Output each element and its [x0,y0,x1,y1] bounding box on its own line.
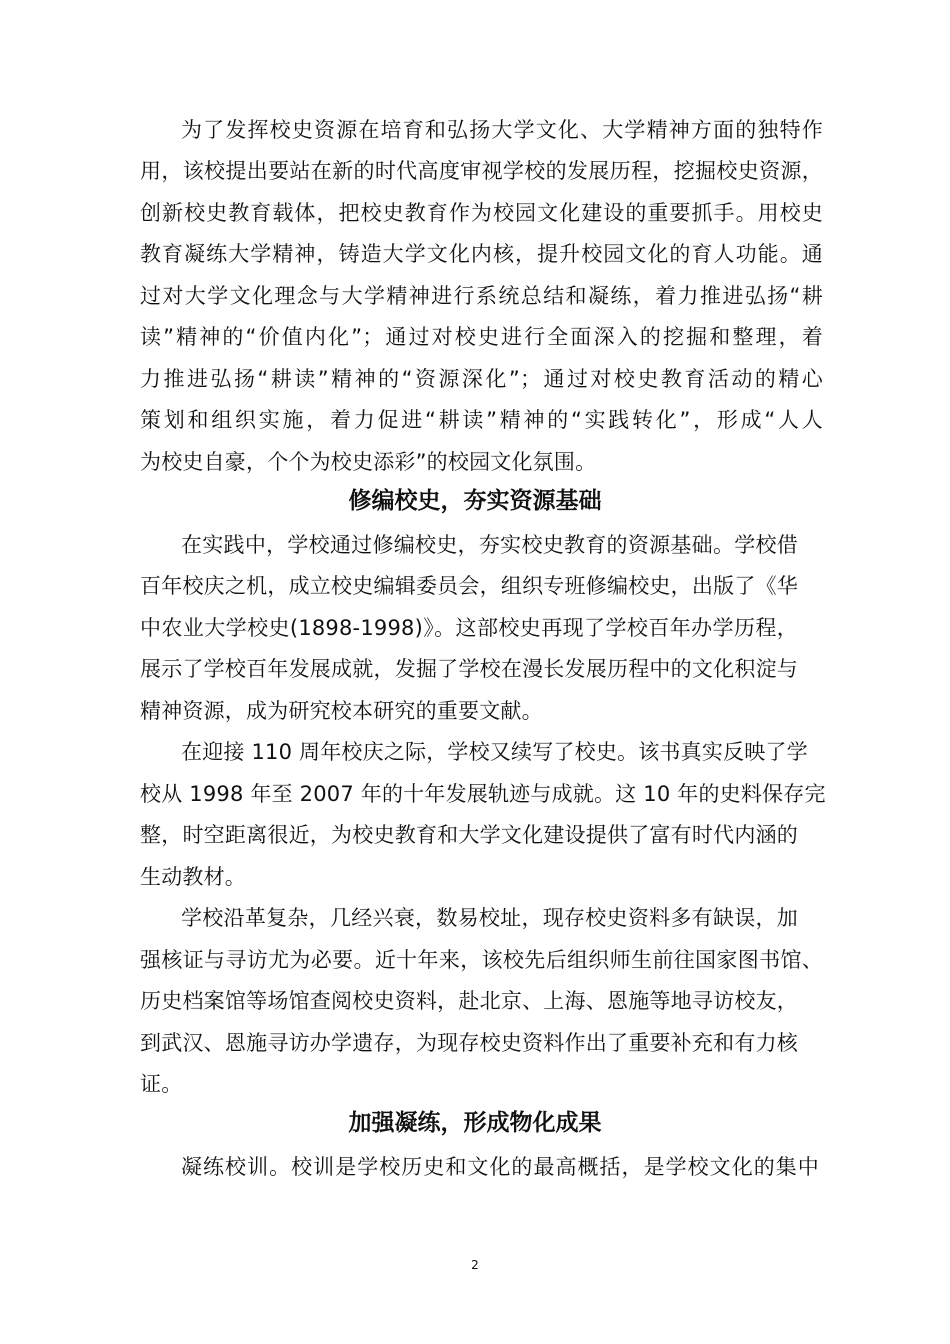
paragraph-2-line-1: 在实践中，学校通过修编校史，夯实校史教育的资源基础。学校借 [181,533,798,557]
paragraph-4-line-3: 历史档案馆等场馆查阅校史资料，赴北京、上海、恩施等地寻访校友， [140,989,798,1013]
paragraph-4-line-4: 到武汉、恩施寻访办学遗存，为现存校史资料作出了重要补充和有力核 [140,1031,798,1055]
paragraph-2-line-2: 百年校庆之机，成立校史编辑委员会，组织专班修编校史，出版了《华 [140,574,798,598]
paragraph-1-line-2: 用，该校提出要站在新的时代高度审视学校的发展历程，挖掘校史资源， [140,159,823,183]
paragraph-3-line-1: 在迎接 110 周年校庆之际，学校又续写了校史。该书真实反映了学 [181,740,808,764]
paragraph-4-line-5: 证。 [140,1072,183,1096]
paragraph-2-line-3: 中农业大学校史(1898-1998)》。这部校史再现了学校百年办学历程， [140,616,798,640]
section-heading-2: 加强凝练，形成物化成果 [348,1110,602,1136]
paragraph-1-line-3: 创新校史教育载体，把校史教育作为校园文化建设的重要抓手。用校史 [140,201,823,225]
paragraph-4-line-2: 强核证与寻访尤为必要。近十年来，该校先后组织师生前往国家图书馆、 [140,948,823,972]
paragraph-5-line-1: 凝练校训。校训是学校历史和文化的最高概括，是学校文化的集中 [181,1155,819,1179]
paragraph-1-line-4: 教育凝练大学精神，铸造大学文化内核，提升校园文化的育人功能。通 [140,242,823,266]
section-heading-1: 修编校史，夯实资源基础 [348,488,602,514]
paragraph-2-line-5: 精神资源，成为研究校本研究的重要文献。 [140,699,543,723]
paragraph-1-line-7: 力推进弘扬“耕读”精神的“资源深化”；通过对校史教育活动的精心 [140,367,823,391]
paragraph-3-line-4: 生动教材。 [140,865,246,889]
paragraph-2-line-4: 展示了学校百年发展成就，发掘了学校在漫长发展历程中的文化积淀与 [140,657,798,681]
paragraph-1-line-8: 策划和组织实施，着力促进“耕读”精神的“实践转化”，形成“人人 [140,408,823,432]
paragraph-3-line-2: 校从 1998 年至 2007 年的十年发展轨迹与成就。这 10 年的史料保存完 [140,782,826,806]
page-number: 2 [471,1258,479,1272]
paragraph-4-line-1: 学校沿革复杂，几经兴衰，数易校址，现存校史资料多有缺误，加 [181,906,798,930]
paragraph-1-line-9: 为校史自豪，个个为校史添彩”的校园文化氛围。 [140,450,597,474]
paragraph-3-line-3: 整，时空距离很近，为校史教育和大学文化建设提供了富有时代内涵的 [140,823,798,847]
paragraph-1-line-6: 读”精神的“价值内化”；通过对校史进行全面深入的挖掘和整理，着 [140,325,823,349]
paragraph-1-line-5: 过对大学文化理念与大学精神进行系统总结和凝练，着力推进弘扬“耕 [140,284,823,308]
paragraph-1-line-1: 为了发挥校史资源在培育和弘扬大学文化、大学精神方面的独特作 [181,118,823,142]
